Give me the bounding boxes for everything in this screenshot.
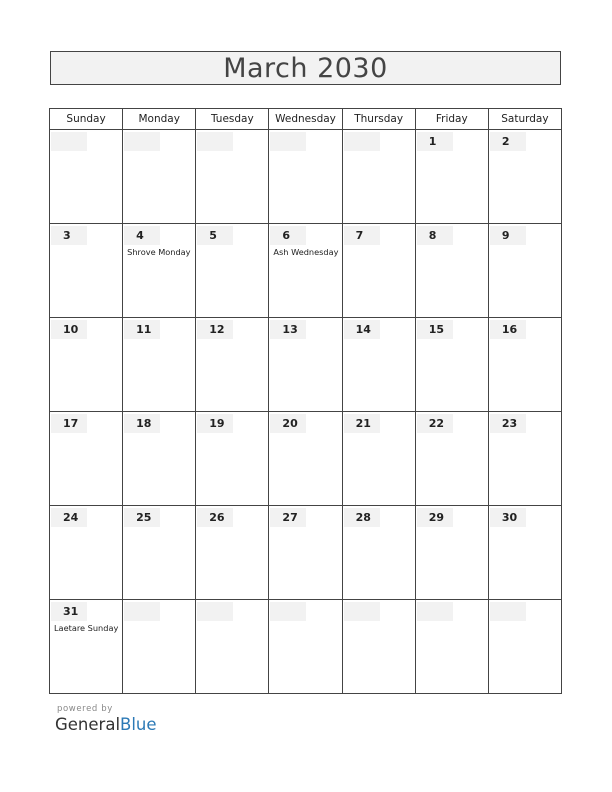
day-cell[interactable] bbox=[269, 318, 342, 412]
brand-logo-general: General bbox=[55, 715, 121, 734]
day-cell[interactable] bbox=[488, 224, 561, 318]
day-cell[interactable] bbox=[342, 224, 415, 318]
day-number: 7 bbox=[344, 226, 380, 245]
day-number: 5 bbox=[197, 226, 233, 245]
day-number bbox=[344, 132, 380, 151]
day-cell[interactable] bbox=[123, 224, 196, 318]
day-number: 12 bbox=[197, 320, 233, 339]
weekday-header: Monday bbox=[123, 109, 196, 130]
week-row bbox=[50, 224, 562, 318]
weekday-header-row bbox=[50, 109, 562, 130]
day-number: 19 bbox=[197, 414, 233, 433]
day-cell[interactable] bbox=[488, 318, 561, 412]
weekday-header: Tuesday bbox=[196, 109, 269, 130]
week-row bbox=[50, 506, 562, 600]
day-cell[interactable] bbox=[196, 506, 269, 600]
day-cell[interactable] bbox=[342, 600, 415, 694]
day-cell[interactable] bbox=[415, 506, 488, 600]
day-cell[interactable] bbox=[342, 318, 415, 412]
day-number bbox=[490, 602, 526, 621]
day-cell[interactable] bbox=[123, 130, 196, 224]
day-number: 11 bbox=[124, 320, 160, 339]
day-cell[interactable] bbox=[196, 224, 269, 318]
day-cell[interactable] bbox=[269, 224, 342, 318]
day-cell[interactable] bbox=[488, 412, 561, 506]
weekday-header: Friday bbox=[415, 109, 488, 130]
day-number: 4 bbox=[124, 226, 160, 245]
day-cell[interactable] bbox=[269, 600, 342, 694]
day-number: 14 bbox=[344, 320, 380, 339]
day-number: 27 bbox=[270, 508, 306, 527]
week-row bbox=[50, 318, 562, 412]
day-number: 16 bbox=[490, 320, 526, 339]
holiday-label: Ash Wednesday bbox=[273, 247, 339, 257]
day-number: 30 bbox=[490, 508, 526, 527]
day-number: 25 bbox=[124, 508, 160, 527]
day-number: 29 bbox=[417, 508, 453, 527]
day-number: 21 bbox=[344, 414, 380, 433]
day-number bbox=[197, 602, 233, 621]
day-number: 3 bbox=[51, 226, 87, 245]
day-number bbox=[51, 132, 87, 151]
day-number: 23 bbox=[490, 414, 526, 433]
day-number: 15 bbox=[417, 320, 453, 339]
brand-logo-blue: Blue bbox=[120, 715, 157, 734]
weekday-header: Thursday bbox=[342, 109, 415, 130]
day-number: 13 bbox=[270, 320, 306, 339]
day-cell[interactable] bbox=[50, 506, 123, 600]
day-cell[interactable] bbox=[123, 412, 196, 506]
weekday-header: Saturday bbox=[488, 109, 561, 130]
page-title: March 2030 bbox=[223, 52, 388, 84]
weekday-header: Sunday bbox=[50, 109, 123, 130]
day-cell[interactable] bbox=[269, 412, 342, 506]
day-number bbox=[270, 132, 306, 151]
day-number bbox=[344, 602, 380, 621]
day-cell[interactable] bbox=[342, 506, 415, 600]
week-row bbox=[50, 412, 562, 506]
day-cell[interactable] bbox=[50, 600, 123, 694]
day-cell[interactable] bbox=[488, 506, 561, 600]
day-cell[interactable] bbox=[342, 412, 415, 506]
day-number bbox=[124, 132, 160, 151]
day-number bbox=[270, 602, 306, 621]
day-cell[interactable] bbox=[415, 224, 488, 318]
day-number: 17 bbox=[51, 414, 87, 433]
day-cell[interactable] bbox=[415, 130, 488, 224]
day-number: 26 bbox=[197, 508, 233, 527]
day-number: 31 bbox=[51, 602, 87, 621]
day-cell[interactable] bbox=[50, 412, 123, 506]
day-cell[interactable] bbox=[269, 506, 342, 600]
day-number: 10 bbox=[51, 320, 87, 339]
day-cell[interactable] bbox=[415, 412, 488, 506]
day-number bbox=[197, 132, 233, 151]
brand-logo[interactable] bbox=[55, 715, 157, 734]
day-number: 8 bbox=[417, 226, 453, 245]
title-banner bbox=[50, 51, 561, 85]
day-cell[interactable] bbox=[196, 318, 269, 412]
holiday-label: Shrove Monday bbox=[127, 247, 191, 257]
calendar-grid bbox=[49, 108, 562, 694]
day-cell[interactable] bbox=[488, 130, 561, 224]
day-number: 22 bbox=[417, 414, 453, 433]
weekday-header: Wednesday bbox=[269, 109, 342, 130]
day-cell[interactable] bbox=[196, 130, 269, 224]
day-number: 28 bbox=[344, 508, 380, 527]
day-number: 24 bbox=[51, 508, 87, 527]
day-number: 9 bbox=[490, 226, 526, 245]
day-number: 18 bbox=[124, 414, 160, 433]
day-number bbox=[417, 602, 453, 621]
day-cell[interactable] bbox=[123, 600, 196, 694]
powered-by-label: powered by bbox=[57, 704, 113, 714]
day-cell[interactable] bbox=[123, 506, 196, 600]
day-cell[interactable] bbox=[50, 318, 123, 412]
day-number: 6 bbox=[270, 226, 306, 245]
day-cell[interactable] bbox=[50, 224, 123, 318]
holiday-label: Laetare Sunday bbox=[54, 623, 119, 633]
day-cell[interactable] bbox=[123, 318, 196, 412]
day-cell[interactable] bbox=[196, 600, 269, 694]
day-number bbox=[124, 602, 160, 621]
day-number: 1 bbox=[417, 132, 453, 151]
day-cell[interactable] bbox=[196, 412, 269, 506]
week-row bbox=[50, 130, 562, 224]
day-cell[interactable] bbox=[342, 130, 415, 224]
day-cell[interactable] bbox=[415, 600, 488, 694]
day-cell[interactable] bbox=[269, 130, 342, 224]
day-number: 2 bbox=[490, 132, 526, 151]
day-cell[interactable] bbox=[415, 318, 488, 412]
week-row bbox=[50, 600, 562, 694]
day-cell[interactable] bbox=[50, 130, 123, 224]
day-number: 20 bbox=[270, 414, 306, 433]
day-cell[interactable] bbox=[488, 600, 561, 694]
